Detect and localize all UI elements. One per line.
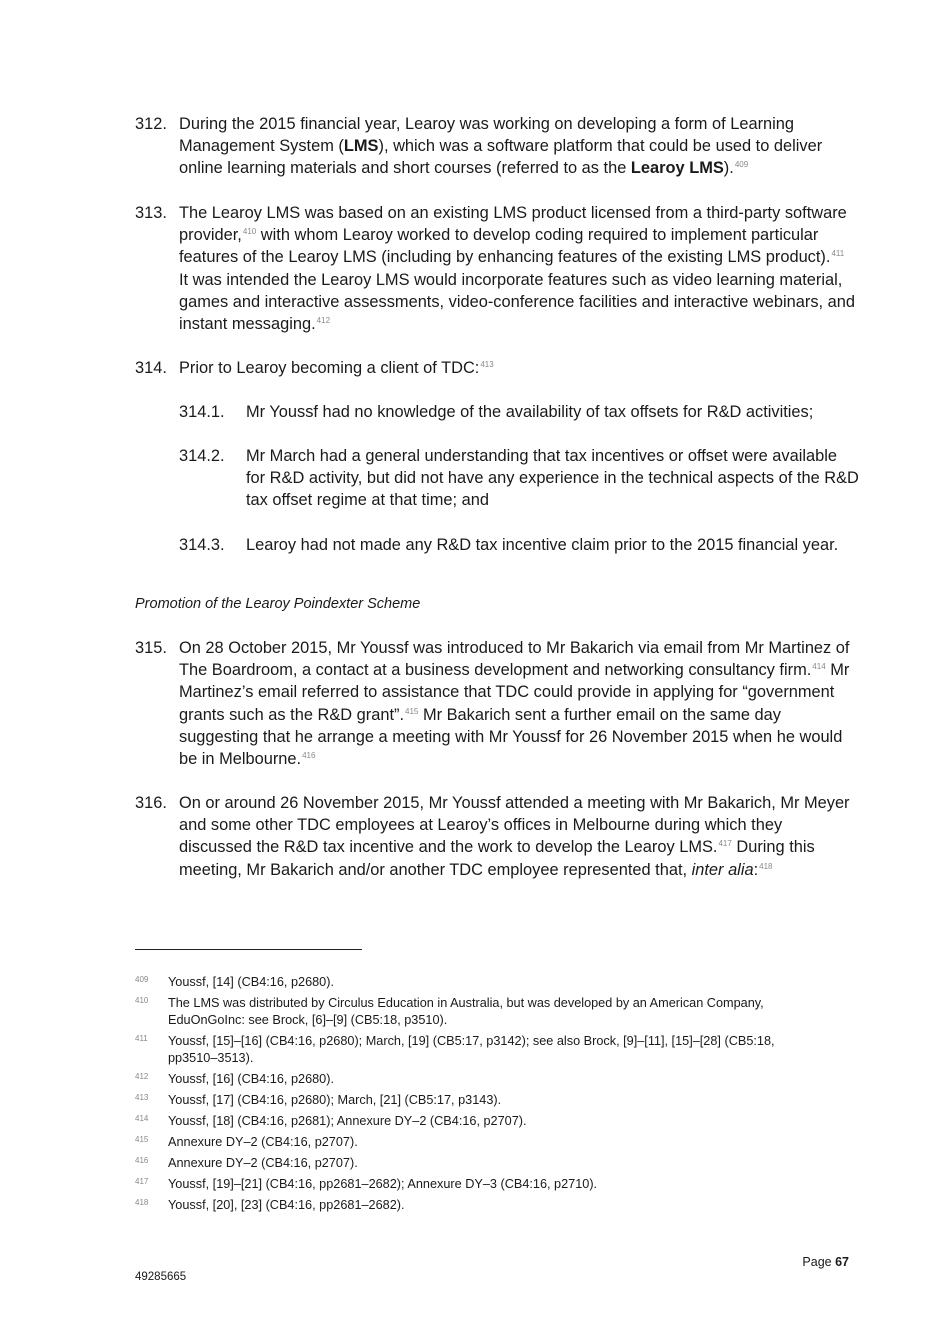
section-heading: Promotion of the Learoy Poindexter Scheme	[135, 596, 421, 612]
footnote-text: The LMS was distributed by Circulus Education in Australia, but was developed by an American Company, EduOnGoInc: see Brock, [6]–[9] (CB5:18, p3510).	[168, 996, 764, 1027]
subparagraph-body: Mr March had a general understanding that tax incentives or offset were available for R&D activity, but did not have any experience in the technical aspects of the R&D tax offset regime at that time; and	[246, 447, 859, 510]
subparagraph-body: Mr Youssf had no knowledge of the availability of tax offsets for R&D activities;	[246, 403, 814, 421]
defined-term: LMS	[343, 137, 379, 156]
footnote-text: Annexure DY–2 (CB4:16, p2707).	[168, 1156, 358, 1170]
footnote-number: 415	[135, 1135, 149, 1144]
footnote-number: 418	[135, 1198, 149, 1207]
text-run: Mr Bakarich sent a further email on the same day suggesting that he arrange a meeting with Mr Youssf for 26 November 2015 when he would be in Melbourne.	[179, 705, 843, 769]
text-run: with whom Learoy worked to develop coding required to implement particular features of the Learoy LMS (including by enhancing features of the existing LMS product).	[179, 226, 831, 267]
footnote-text: Youssf, [14] (CB4:16, p2680).	[168, 975, 334, 989]
page-label: Page	[802, 1255, 832, 1269]
text-run: On or around 26 November 2015, Mr Youssf attended a meeting with Mr Bakarich, Mr Meyer and some other TDC employees at Learoy’s offices in Melbourne during which they discussed the R&D tax incentive and the work to develop the Learoy LMS.	[179, 794, 850, 857]
paragraph-number: 312.	[135, 115, 167, 133]
footnote-ref[interactable]: 417	[718, 839, 732, 849]
page-number-value: 67	[835, 1255, 849, 1269]
footnote-ref[interactable]: 409	[734, 160, 749, 170]
footnote-number: 413	[135, 1093, 149, 1102]
footnote-text: Annexure DY–2 (CB4:16, p2707).	[168, 1135, 358, 1149]
footnote-ref[interactable]: 412	[316, 316, 331, 326]
footnote-ref[interactable]: 415	[405, 706, 419, 716]
subparagraph-number: 314.1.	[179, 403, 225, 421]
text-run: ), which was a software platform that could be used to deliver online learning materials and short courses (referred to as the	[179, 137, 823, 178]
footnote-ref[interactable]: 414	[812, 662, 826, 672]
text-run: Prior to Learoy becoming a client of TDC:	[179, 359, 480, 377]
footnote-text: Youssf, [15]–[16] (CB4:16, p2680); March, [19] (CB5:17, p3142); see also Brock, [9]–[11], [15]–[28] (CB5:18, pp3510–3513).	[168, 1034, 775, 1065]
footnote-text: Youssf, [17] (CB4:16, p2680); March, [21] (CB5:17, p3143).	[168, 1093, 502, 1107]
footnote-ref[interactable]: 418	[759, 861, 773, 871]
text-run: On 28 October 2015, Mr Youssf was introduced to Mr Bakarich via email from Mr Martinez of The Boardroom, a contact at a business development and networking consultancy firm.	[179, 639, 850, 680]
footnote-number: 410	[135, 996, 149, 1005]
footnote-text: Youssf, [19]–[21] (CB4:16, pp2681–2682); Annexure DY–3 (CB4:16, p2710).	[168, 1177, 598, 1191]
paragraph-number: 315.	[135, 639, 167, 657]
text-run: :	[753, 860, 759, 879]
italic-term: inter alia	[691, 860, 754, 879]
defined-term: Learoy LMS	[630, 159, 724, 178]
paragraph-body	[179, 792, 855, 881]
footnote-ref[interactable]: 416	[302, 751, 316, 761]
paragraph-number: 313.	[135, 204, 167, 222]
footnote-text: Youssf, [20], [23] (CB4:16, pp2681–2682).	[168, 1198, 405, 1212]
paragraph-body	[179, 637, 855, 770]
text-run: The Learoy LMS was based on an existing LMS product licensed from a third-party software provider,	[179, 204, 847, 245]
footnote-number: 414	[135, 1114, 149, 1123]
paragraph-body	[179, 357, 855, 379]
paragraph-body	[179, 202, 855, 335]
page-number	[802, 1255, 849, 1269]
text-run: During this meeting, Mr Bakarich and/or another TDC employee represented that,	[179, 838, 815, 879]
paragraph-body	[179, 113, 855, 180]
subparagraph-number: 314.3.	[179, 536, 225, 554]
footnote-number: 412	[135, 1072, 149, 1081]
text-run: ).	[723, 159, 734, 178]
footnote-ref[interactable]: 413	[480, 360, 494, 369]
footnote-number: 416	[135, 1156, 149, 1165]
text-run: It was intended the Learoy LMS would incorporate features such as video learning material, games and interactive assessments, video-conference facilities and interactive webinars, and instant messaging.	[179, 270, 856, 334]
document-id: 49285665	[135, 1271, 187, 1283]
footnote-ref[interactable]: 411	[831, 249, 845, 259]
footnote-number: 409	[135, 975, 149, 984]
footnote-separator	[135, 949, 362, 950]
footnote-ref[interactable]: 410	[242, 227, 257, 237]
paragraph-number: 316.	[135, 794, 167, 812]
text-run: Mr Martinez’s email referred to assistance that TDC could provide in applying for “government grants such as the R&D grant”.	[179, 661, 850, 724]
footnote-number: 417	[135, 1177, 149, 1186]
footnote-number: 411	[135, 1034, 148, 1043]
paragraph-number: 314.	[135, 359, 167, 377]
footnote-text: Youssf, [16] (CB4:16, p2680).	[168, 1072, 334, 1086]
footnote-text: Youssf, [18] (CB4:16, p2681); Annexure DY–2 (CB4:16, p2707).	[168, 1114, 527, 1128]
subparagraph-number: 314.2.	[179, 447, 225, 465]
text-run: During the 2015 financial year, Learoy was working on developing a form of Learning Management System (	[179, 115, 795, 156]
subparagraph-body: Learoy had not made any R&D tax incentive claim prior to the 2015 financial year.	[246, 536, 839, 554]
